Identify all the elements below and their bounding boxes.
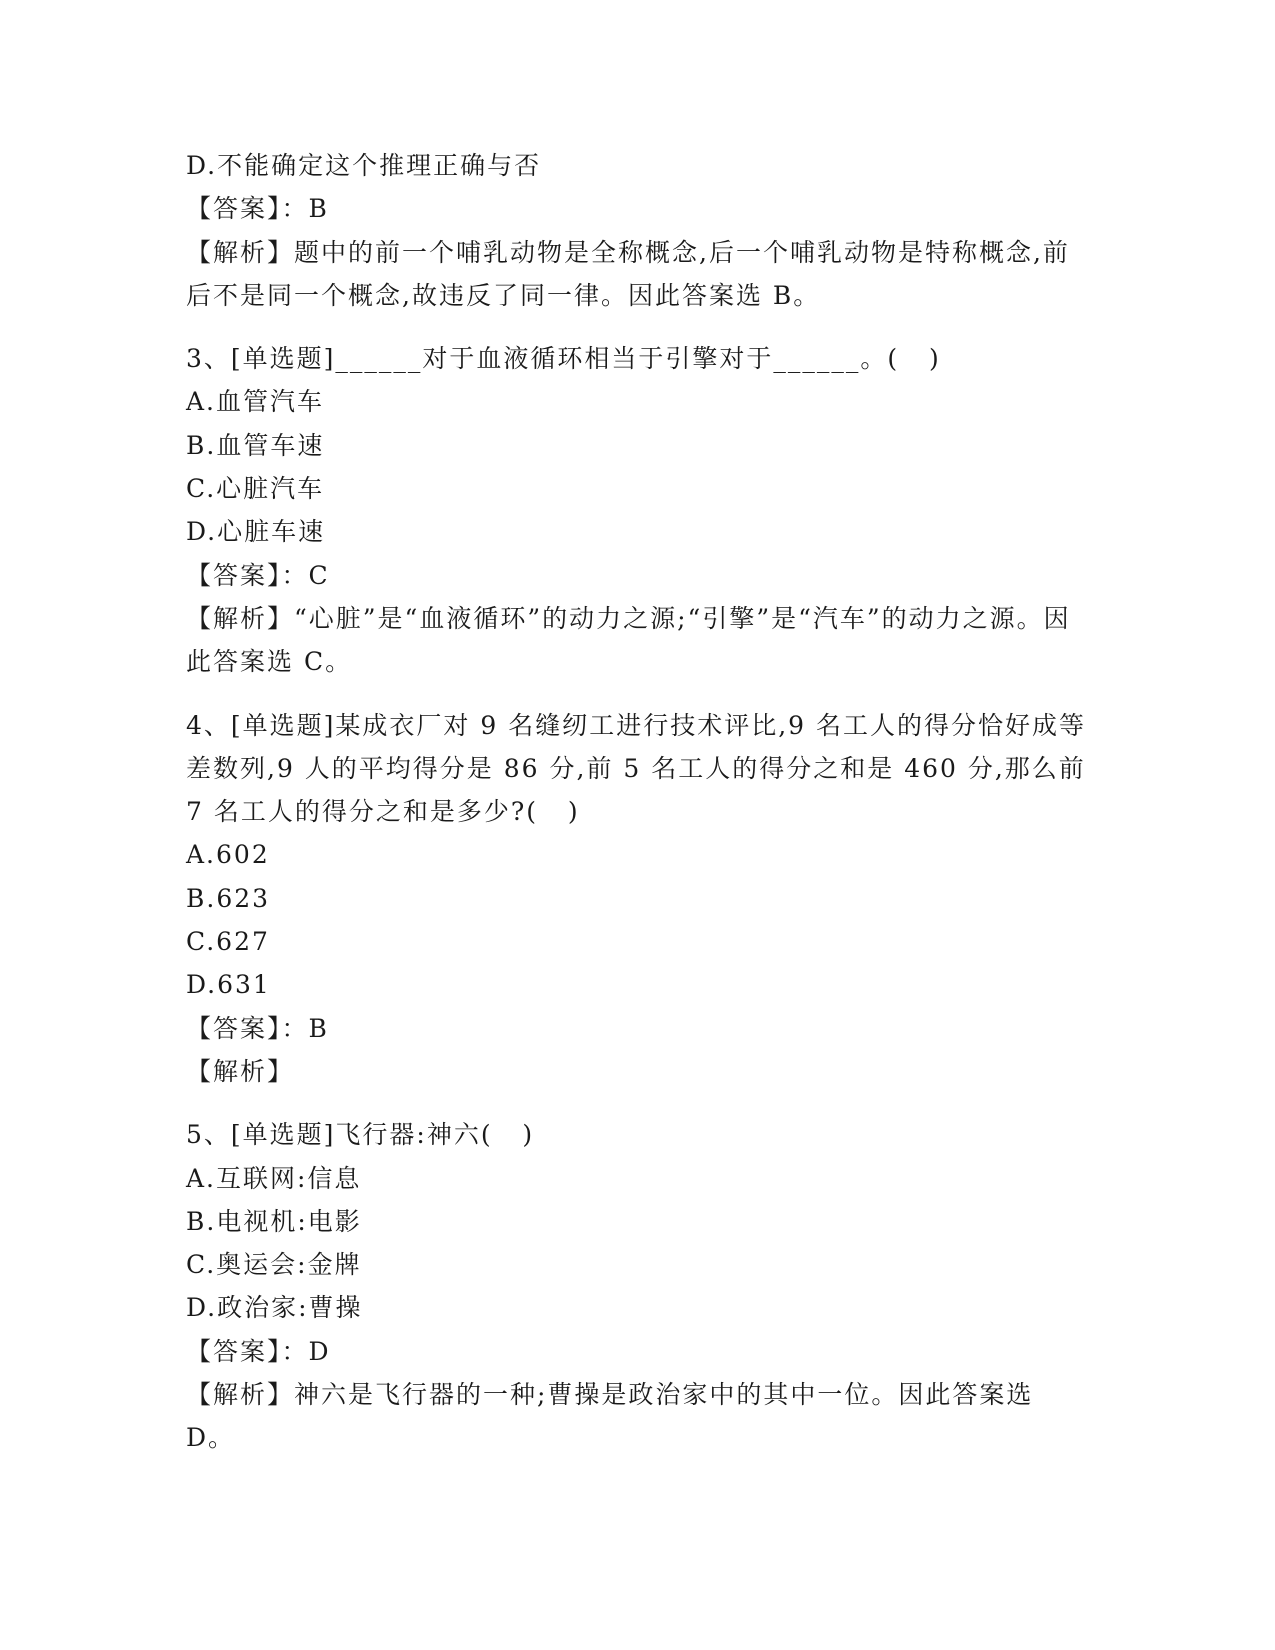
answer-line: 【答案】：C <box>186 560 330 590</box>
option-b: B.电视机:电影 <box>186 1206 362 1236</box>
option-d: D.不能确定这个推理正确与否 <box>186 151 542 180</box>
option-c: C.心脏汽车 <box>186 474 325 504</box>
option-d: D.政治家:曹操 <box>186 1293 363 1323</box>
option-a: A.血管汽车 <box>186 387 325 417</box>
option-c: C.627 <box>186 927 270 957</box>
answer-line: 【答案】：B <box>186 1013 329 1043</box>
option-c: C.奥运会:金牌 <box>186 1250 362 1280</box>
analysis-paragraph: 【解析】神六是飞行器的一种;曹操是政治家中的其中一位。因此答案选 D。 <box>186 1380 1034 1453</box>
analysis-paragraph: 【解析】“心脏”是“血液循环”的动力之源;“引擎”是“汽车”的动力之源。因此答案选 C。 <box>186 603 1071 677</box>
option-d: D.631 <box>186 970 271 1000</box>
option-b: B.623 <box>186 883 271 913</box>
answer-line: 【答案】：B <box>186 194 329 224</box>
question-stem: 3、[单选题]______对于血液循环相当于引擎对于______。( ) <box>186 344 941 374</box>
question-4 <box>186 704 1086 1094</box>
option-a: A.602 <box>186 840 270 870</box>
question-3 <box>186 337 1086 683</box>
question-5 <box>186 1113 1086 1459</box>
option-b: B.血管车速 <box>186 430 325 460</box>
analysis-paragraph: 【解析】题中的前一个哺乳动物是全称概念,后一个哺乳动物是特称概念,前后不是同一个概念,故违反了同一律。因此答案选 B。 <box>186 237 1070 310</box>
option-d: D.心脏车速 <box>186 517 326 547</box>
option-a: A.互联网:信息 <box>186 1163 362 1193</box>
question-stem: 4、[单选题]某成衣厂对 9 名缝纫工进行技术评比,9 名工人的得分恰好成等差数列,9 人的平均得分是 86 分,前 5 名工人的得分之和是 460 分,那么前 7 名工人的得分之和是多少?( ) <box>186 710 1087 827</box>
analysis-paragraph: 【解析】 <box>186 1056 295 1086</box>
page-content <box>186 144 1086 1460</box>
answer-line: 【答案】：D <box>186 1336 331 1366</box>
question-stem: 5、[单选题]飞行器:神六( ) <box>186 1120 535 1150</box>
